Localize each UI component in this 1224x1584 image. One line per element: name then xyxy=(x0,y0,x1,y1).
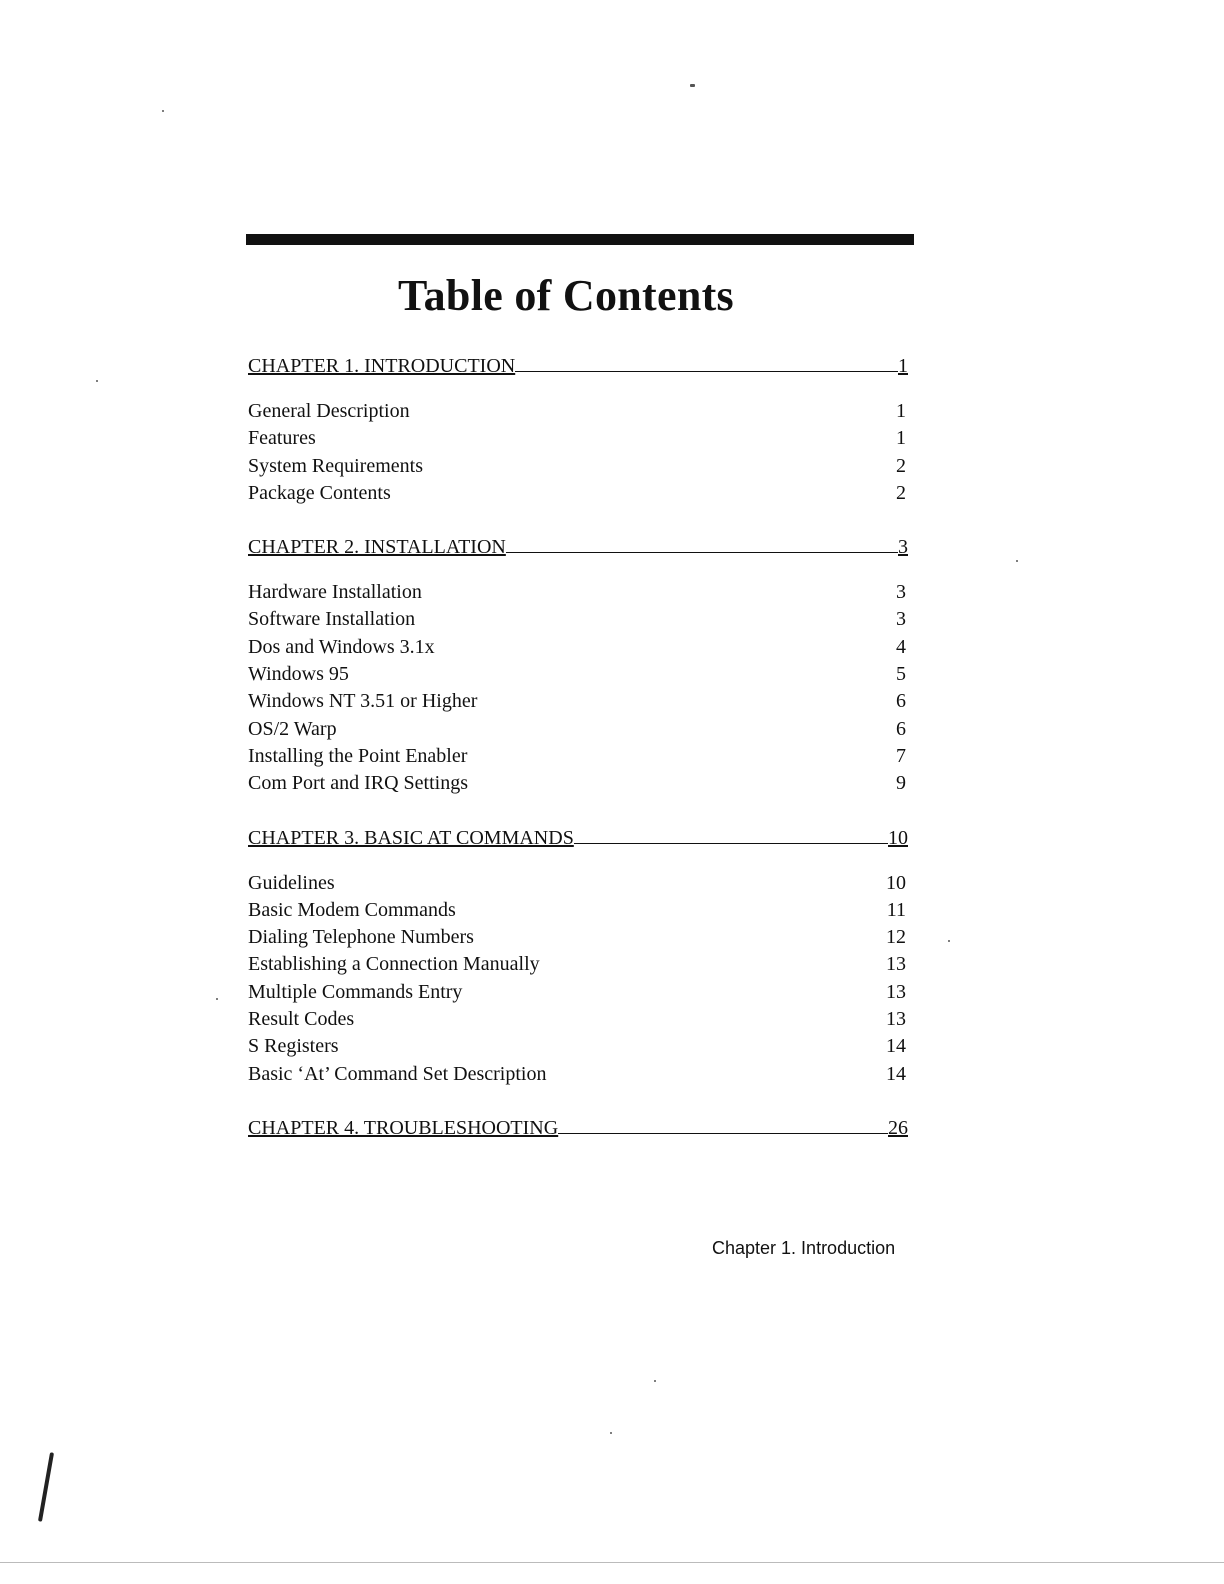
chapter-title: CHAPTER 1. INTRODUCTION xyxy=(248,355,516,377)
entry-title: Multiple Commands Entry xyxy=(248,980,463,1003)
toc-list xyxy=(248,350,908,1140)
toc-entry[interactable] xyxy=(248,743,908,770)
entry-title: General Description xyxy=(248,400,410,422)
entry-title: Com Port and IRQ Settings xyxy=(248,772,469,795)
chapter-title: CHAPTER 2. INSTALLATION xyxy=(248,536,506,559)
toc-entry[interactable] xyxy=(248,951,908,978)
entry-title: Dos and Windows 3.1x xyxy=(248,635,435,658)
toc-entry[interactable] xyxy=(248,897,908,924)
leader-line xyxy=(515,370,898,372)
entry-title: Windows NT 3.51 or Higher xyxy=(248,690,478,713)
toc-entry[interactable] xyxy=(248,661,908,688)
toc-entry[interactable] xyxy=(248,480,908,507)
toc-entry[interactable] xyxy=(248,924,908,951)
entry-page: 3 xyxy=(896,581,906,604)
entry-title: S Registers xyxy=(248,1035,339,1058)
scan-speck xyxy=(690,84,695,87)
toc-entry[interactable] xyxy=(248,606,908,633)
entry-page: 13 xyxy=(886,1008,906,1031)
entry-title: Establishing a Connection Manually xyxy=(248,953,540,976)
toc-entry[interactable] xyxy=(248,398,908,425)
toc-entry[interactable] xyxy=(248,716,908,743)
section-entries xyxy=(248,398,908,507)
toc-entry[interactable] xyxy=(248,634,908,661)
entry-title: Windows 95 xyxy=(248,663,349,686)
section-entries xyxy=(248,870,908,1088)
entry-page: 11 xyxy=(886,898,906,921)
chapter-page: 26 xyxy=(888,1116,908,1139)
entry-title: System Requirements xyxy=(248,454,423,477)
running-footer: Chapter 1. Introduction xyxy=(712,1238,896,1258)
entry-title: Result Codes xyxy=(248,1008,355,1031)
chapter-page: 1 xyxy=(898,355,908,377)
toc-entry[interactable] xyxy=(248,1061,908,1088)
entry-page: 13 xyxy=(886,953,906,976)
entry-page: 1 xyxy=(896,400,906,422)
scan-speck xyxy=(96,380,98,382)
entry-page: 12 xyxy=(886,926,906,949)
top-rule xyxy=(246,234,914,245)
entry-page: 2 xyxy=(896,481,906,504)
chapter-title: CHAPTER 3. BASIC AT COMMANDS xyxy=(248,826,574,849)
entry-title: Installing the Point Enabler xyxy=(248,744,468,767)
chapter-row[interactable] xyxy=(248,531,908,559)
scan-speck xyxy=(948,940,950,942)
entry-page: 1 xyxy=(896,427,906,450)
entry-page: 2 xyxy=(896,454,906,477)
toc-entry[interactable] xyxy=(248,1006,908,1033)
page-title: Table of Contents xyxy=(398,271,734,320)
leader-line xyxy=(506,551,898,553)
entry-title: Dialing Telephone Numbers xyxy=(248,926,474,949)
entry-page: 6 xyxy=(896,690,906,713)
entry-page: 6 xyxy=(896,717,906,740)
entry-title: Basic ‘At’ Command Set Description xyxy=(248,1062,547,1085)
toc-entry[interactable] xyxy=(248,870,908,897)
entry-page: 7 xyxy=(896,744,906,767)
page-edge xyxy=(0,1562,1224,1563)
scan-speck xyxy=(654,1380,656,1382)
entry-page: 14 xyxy=(886,1062,906,1085)
chapter-row[interactable] xyxy=(248,350,908,378)
toc-entry[interactable] xyxy=(248,453,908,480)
entry-page: 9 xyxy=(896,772,906,795)
chapter-page: 3 xyxy=(898,536,908,559)
scan-speck xyxy=(610,1432,612,1434)
scan-speck xyxy=(216,998,218,1000)
entry-page: 13 xyxy=(886,980,906,1003)
chapter-row[interactable] xyxy=(248,1112,908,1140)
leader-line xyxy=(558,1132,888,1134)
toc-entry[interactable] xyxy=(248,688,908,715)
entry-title: OS/2 Warp xyxy=(248,717,337,740)
entry-title: Software Installation xyxy=(248,608,416,631)
entry-title: Features xyxy=(248,427,316,450)
leader-line xyxy=(574,842,888,844)
entry-title: Package Contents xyxy=(248,481,391,504)
chapter-title: CHAPTER 4. TROUBLESHOOTING xyxy=(248,1116,559,1139)
toc-entry[interactable] xyxy=(248,1033,908,1060)
entry-title: Hardware Installation xyxy=(248,581,422,604)
chapter-page: 10 xyxy=(888,826,908,849)
entry-page: 3 xyxy=(896,608,906,631)
entry-page: 4 xyxy=(896,635,906,658)
section-entries xyxy=(248,579,908,797)
entry-page: 14 xyxy=(886,1035,906,1058)
entry-page: 5 xyxy=(896,663,906,686)
toc-entry[interactable] xyxy=(248,979,908,1006)
toc-entry[interactable] xyxy=(248,770,908,797)
entry-title: Guidelines xyxy=(248,871,335,894)
toc-entry[interactable] xyxy=(248,425,908,452)
entry-title: Basic Modem Commands xyxy=(248,898,456,921)
scan-speck xyxy=(162,110,164,112)
scan-speck xyxy=(1016,560,1018,562)
chapter-row[interactable] xyxy=(248,822,908,850)
scan-mark xyxy=(38,1452,54,1522)
toc-entry[interactable] xyxy=(248,579,908,606)
entry-page: 10 xyxy=(886,871,906,894)
